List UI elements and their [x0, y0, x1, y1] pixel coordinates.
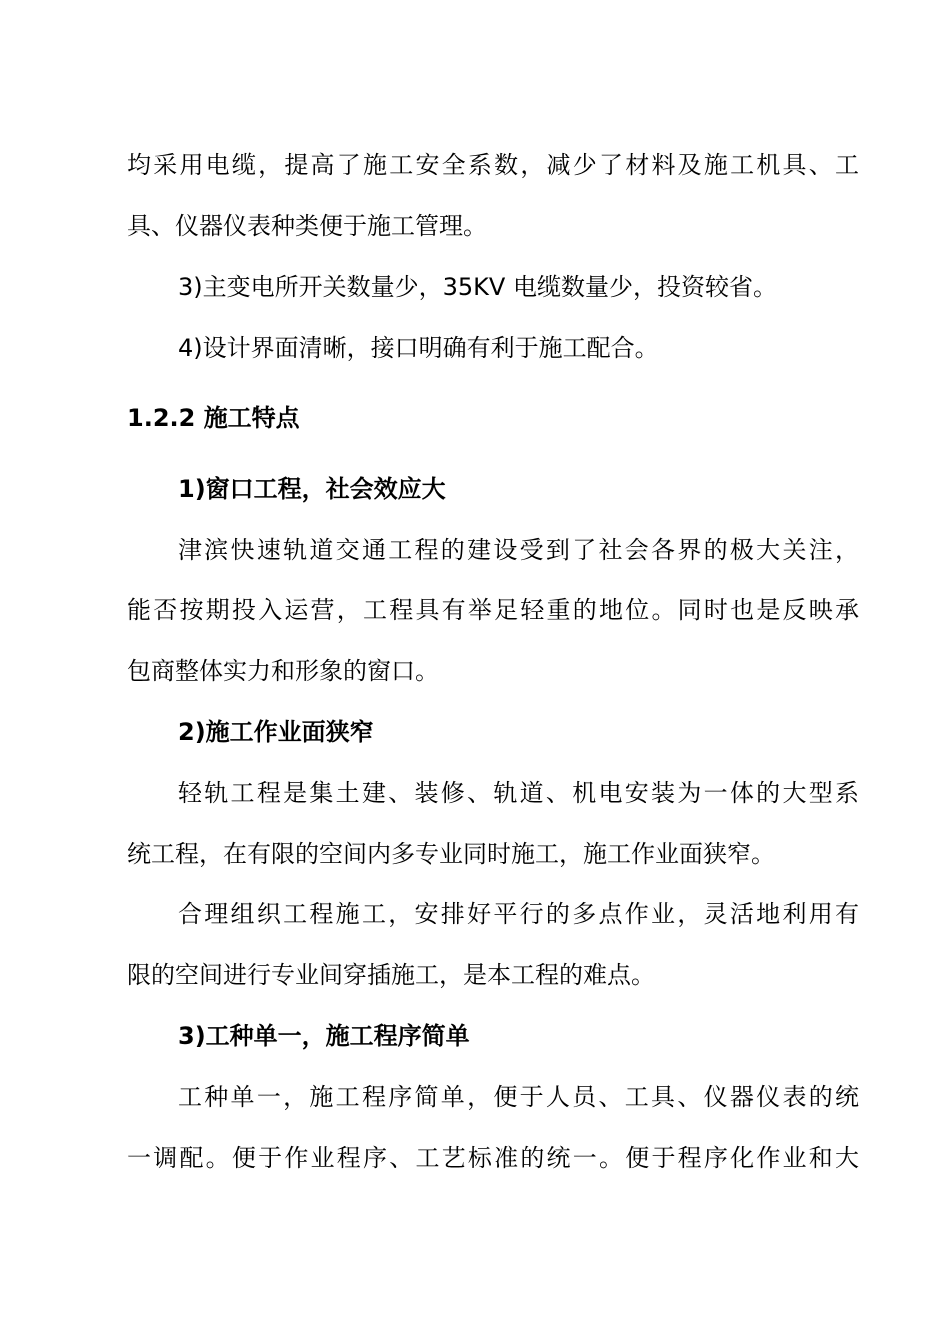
paragraph-line: 津滨快速轨道交通工程的建设受到了社会各界的极大关注， — [178, 536, 859, 564]
list-item-3: 3)主变电所开关数量少，35KV 电缆数量少，投资较省。 — [178, 273, 777, 301]
paragraph-line: 包商整体实力和形象的窗口。 — [127, 657, 439, 685]
paragraph-line: 能否按期投入运营，工程具有举足轻重的地位。同时也是反映承 — [127, 596, 859, 624]
paragraph-line: 具、仪器仪表种类便于施工管理。 — [127, 212, 487, 240]
paragraph-line: 一调配。便于作业程序、工艺标准的统一。便于程序化作业和大 — [127, 1144, 859, 1172]
subsection-heading-3: 3)工种单一，施工程序简单 — [178, 1022, 470, 1050]
section-heading: 1.2.2 施工特点 — [127, 404, 300, 432]
paragraph-line: 限的空间进行专业间穿插施工，是本工程的难点。 — [127, 961, 655, 989]
paragraph-line: 均采用电缆，提高了施工安全系数，减少了材料及施工机具、工 — [127, 151, 859, 179]
subsection-heading-2: 2)施工作业面狭窄 — [178, 718, 374, 746]
paragraph-line: 轻轨工程是集土建、装修、轨道、机电安装为一体的大型系 — [178, 779, 859, 807]
paragraph-line: 统工程，在有限的空间内多专业同时施工，施工作业面狭窄。 — [127, 840, 775, 868]
subsection-heading-1: 1)窗口工程，社会效应大 — [178, 475, 446, 503]
paragraph-line: 工种单一，施工程序简单，便于人员、工具、仪器仪表的统 — [178, 1083, 859, 1111]
paragraph-line: 合理组织工程施工，安排好平行的多点作业，灵活地利用有 — [178, 900, 859, 928]
list-item-4: 4)设计界面清晰，接口明确有利于施工配合。 — [178, 334, 659, 362]
